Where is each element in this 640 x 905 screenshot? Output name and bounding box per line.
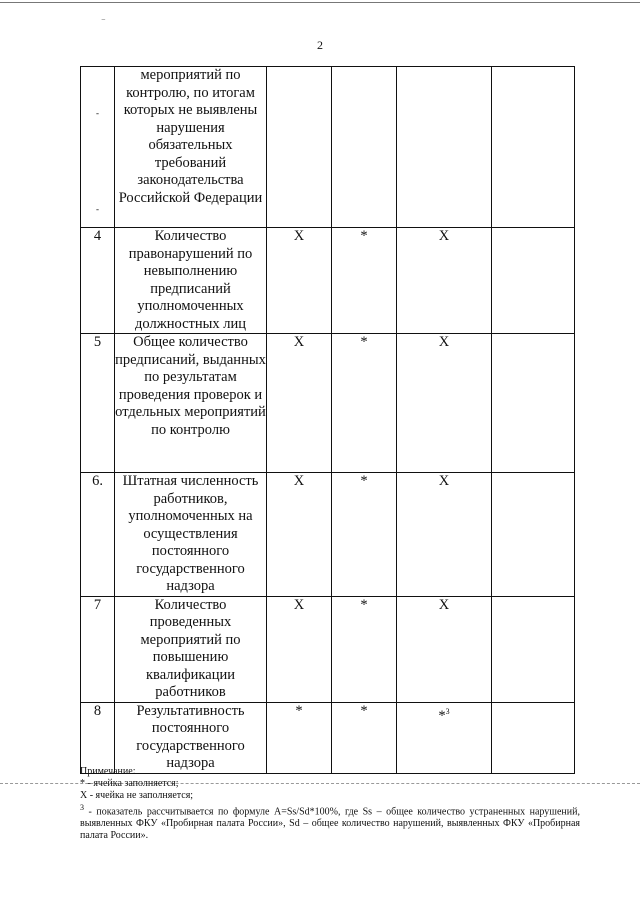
- notes-block: [80, 766, 580, 842]
- note-formula-text: - показатель рассчитывается по формуле A=Ss/Sd*100%, где Ss – общее количество устраненных нарушений, выявленных ФКУ «Пробирная палата России», Sd – общее количество нарушений, выявленных ФКУ «Пробирная палата России».: [80, 806, 580, 842]
- value-cell: X: [267, 228, 332, 334]
- value-cell: [492, 228, 575, 334]
- top-border-line: [0, 2, 640, 3]
- row-number-cell: 6.: [81, 473, 115, 597]
- value-cell: [397, 702, 492, 773]
- value-cell: *: [267, 702, 332, 773]
- row-number-cell: 5: [81, 334, 115, 473]
- scan-speck: ⁻: [101, 16, 106, 26]
- indicator-name-cell: Общее количество предписаний, выданных по результатам проведения проверок и отдельных мероприятий по контролю: [115, 334, 267, 473]
- table-row: [81, 473, 575, 597]
- value-cell: *: [332, 228, 397, 334]
- indicator-name-cell: Результативность постоянного государственного надзора: [115, 702, 267, 773]
- value-cell: *: [332, 596, 397, 702]
- value-cell: *: [332, 473, 397, 597]
- note-line: * - ячейка заполняется;: [80, 778, 179, 789]
- value-cell: X: [397, 334, 492, 473]
- table-row: [81, 596, 575, 702]
- row-number-cell: 7: [81, 596, 115, 702]
- value-cell: X: [267, 473, 332, 597]
- row-number-cell: 8: [81, 702, 115, 773]
- value-cell: X: [397, 596, 492, 702]
- footnote-ref: 3: [445, 706, 450, 716]
- table-row: [81, 67, 575, 228]
- indicator-name-cell: мероприятий по контролю, по итогам которых не выявлены нарушения обязательных требований законодательства Российской Федерации: [115, 67, 267, 228]
- row-number-cell: [81, 67, 115, 228]
- scan-mark: -: [96, 108, 99, 118]
- indicator-name-cell: Количество правонарушений по невыполнению предписаний уполномоченных должностных лиц: [115, 228, 267, 334]
- value-cell: X: [267, 334, 332, 473]
- indicators-table: [80, 66, 575, 774]
- footnote-mark: 3: [80, 803, 84, 812]
- value-cell: [492, 596, 575, 702]
- indicator-name-cell: Количество проведенных мероприятий по повышению квалификации работников: [115, 596, 267, 702]
- scan-mark: -: [96, 203, 99, 214]
- value-cell: X: [397, 473, 492, 597]
- value-cell: [332, 67, 397, 228]
- note-formula: [80, 802, 580, 842]
- table-row: [81, 334, 575, 473]
- value-cell: [397, 67, 492, 228]
- indicator-name-cell: Штатная численность работников, уполномоченных на осуществления постоянного государственного надзора: [115, 473, 267, 597]
- value-cell: [492, 702, 575, 773]
- value-cell: [267, 67, 332, 228]
- value-cell: X: [267, 596, 332, 702]
- value-cell: *: [332, 702, 397, 773]
- note-line: Х - ячейка не заполняется;: [80, 790, 194, 801]
- row-number-cell: 4: [81, 228, 115, 334]
- notes-title: Примечание:: [80, 766, 136, 777]
- value-cell: [492, 473, 575, 597]
- table-row: [81, 228, 575, 334]
- value-cell: [492, 334, 575, 473]
- table-row: [81, 702, 575, 773]
- value-cell: *: [332, 334, 397, 473]
- value-mark: *: [438, 707, 446, 724]
- value-cell: X: [397, 228, 492, 334]
- page-number: 2: [317, 38, 323, 52]
- value-cell: [492, 67, 575, 228]
